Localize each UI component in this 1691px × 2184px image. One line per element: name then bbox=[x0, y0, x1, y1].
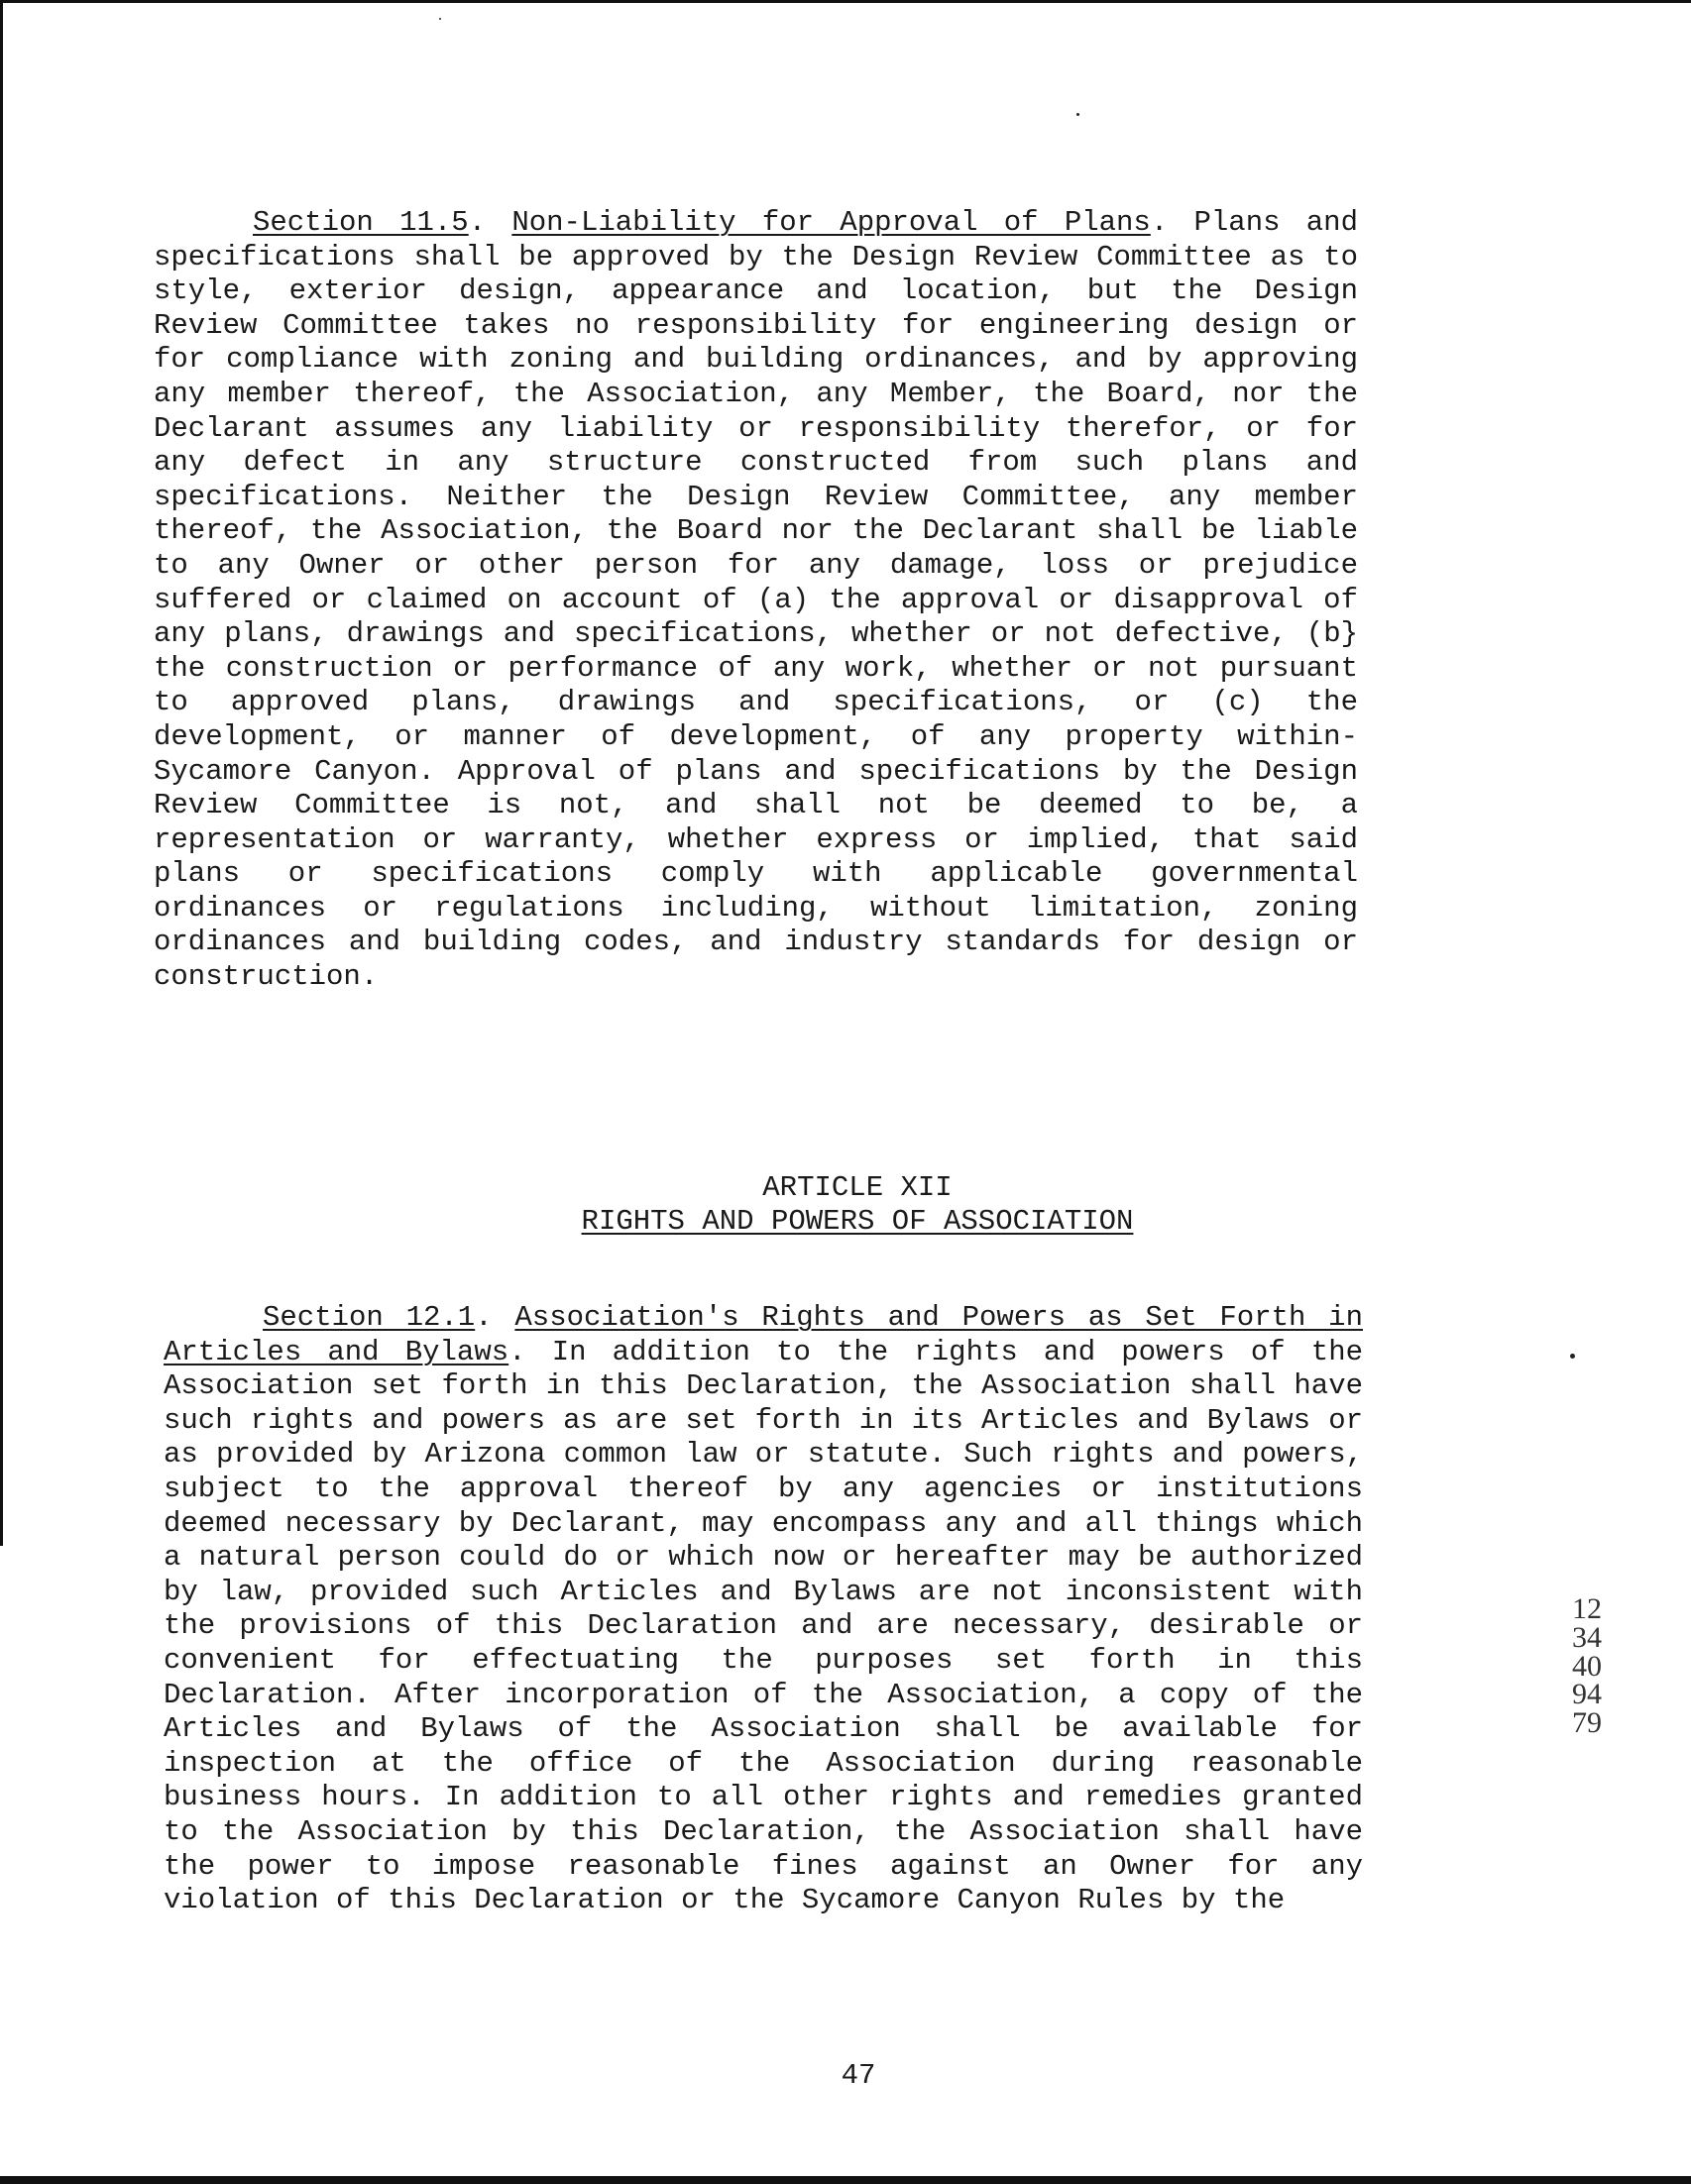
scan-border-bottom bbox=[0, 2176, 1691, 2184]
scan-speck bbox=[439, 18, 441, 20]
section-11-5-title: Non-Liability for Approval of Plans bbox=[511, 206, 1151, 239]
article-title: RIGHTS AND POWERS OF ASSOCIATION bbox=[581, 1205, 1134, 1238]
section-12-1-title: Association's Rights and Powers as Set Forth in Articles and Bylaws bbox=[164, 1301, 1363, 1368]
section-12-1-body: In addition to the rights and powers of the Association set forth in this Declaration, the Association shall have such rights and powers as are set forth in its Articles and Bylaws or as provided by Arizona common law or statute. Such rights and powers, subject to the approval thereof by any agencies or institutions deemed necessary by Declarant, may encompass any and all things which a natural person could do or which now or hereafter may be authorized by law, provided such Articles and Bylaws are not inconsistent with the provisions of this Declaration and are necessary, desirable or convenient for effectuating the purposes set forth in this Declaration. After incorporation of the Association, a copy of the Articles and Bylaws of the Association shall be available for inspection at the office of the Association during reasonable business hours. In addition to all other rights and remedies granted to the Association by this Declaration, the Association shall have the power to impose reasonable fines against an Owner for any violation of this Declaration or the Sycamore Canyon Rules by the bbox=[164, 1335, 1364, 1917]
scan-border-top bbox=[0, 0, 1691, 3]
page-number: 47 bbox=[841, 2059, 876, 2092]
scan-speck bbox=[1076, 113, 1079, 116]
scan-speck bbox=[1570, 1354, 1575, 1359]
section-12-1-paragraph: Section 12.1. Association's Rights and Powers as Set Forth in Articles and Bylaws. In addition to the rights and powers of the Association set forth in this Declaration, the Association shall have such rights and powers as are set forth in its Articles and Bylaws or as provided by Arizona common law or statute. Such rights and powers, subject to the approval thereof by any agencies or institutions deemed necessary by Declarant, may encompass any and all things which a natural person could do or which now or hereafter may be authorized by law, provided such Articles and Bylaws are not inconsistent with the provisions of this Declaration and are necessary, desirable or convenient for effectuating the purposes set forth in this Declaration. After incorporation of the Association, a copy of the Articles and Bylaws of the Association shall be available for inspection at the office of the Association during reasonable business hours. In addition to all other rights and remedies granted to the Association by this Declaration, the Association shall have the power to impose reasonable fines against an Owner for any violation of this Declaration or the Sycamore Canyon Rules by the bbox=[164, 1301, 1364, 1917]
section-11-5-paragraph: Section 11.5. Non-Liability for Approval of Plans. Plans and specifications shall be approved by the Design Review Committee as to style, exterior design, appearance and location, but the Design Review Committee takes no responsibility for engineering design or for compliance with zoning and building ordinances, and by approving any member thereof, the Association, any Member, the Board, nor the Declarant assumes any liability or responsibility therefor, or for any defect in any structure constructed from such plans and specifications. Neither the Design Review Committee, any member thereof, the Association, the Board nor the Declarant shall be liable to any Owner or other person for any damage, loss or prejudice suffered or claimed on account of (a) the approval or disapproval of any plans, drawings and specifications, whether or not defective, (b} the construction or performance of any work, whether or not pursuant to approved plans, drawings and specifications, or (c) the development, or manner of development, of any property within-Sycamore Canyon. Approval of plans and specifications by the Design Review Committee is not, and shall not be deemed to be, a representation or warranty, whether express or implied, that said plans or specifications comply with applicable governmental ordinances or regulations including, without limitation, zoning ordinances and building codes, and industry standards for design or construction. bbox=[154, 206, 1358, 994]
section-12-1-number: Section 12.1 bbox=[263, 1301, 476, 1334]
article-label: ARTICLE XII bbox=[762, 1171, 953, 1204]
recording-number: 1234409479 bbox=[1572, 1592, 1602, 1740]
scan-border-left bbox=[0, 0, 3, 1546]
article-title-line bbox=[12, 1205, 1691, 1239]
section-11-5-number: Section 11.5 bbox=[253, 206, 469, 239]
section-11-5-body: Plans and specifications shall be approved by the Design Review Committee as to style, exterior design, appearance and location, but the Design Review Committee takes no responsibility for engineering design or for compliance with zoning and building ordinances, and by approving any member thereof, the Association, any Member, the Board, nor the Declarant assumes any liability or responsibility therefor, or for any defect in any structure constructed from such plans and specifications. Neither the Design Review Committee, any member thereof, the Association, the Board nor the Declarant shall be liable to any Owner or other person for any damage, loss or prejudice suffered or claimed on account of (a) the approval or disapproval of any plans, drawings and specifications, whether or not defective, (b} the construction or performance of any work, whether or not pursuant to approved plans, drawings and specifications, or (c) the development, or manner of development, of any property within-Sycamore Canyon. Approval of plans and specifications by the Design Review Committee is not, and shall not be deemed to be, a representation or warranty, whether express or implied, that said plans or specifications comply with applicable governmental ordinances or regulations including, without limitation, zoning ordinances and building codes, and industry standards for design or construction. bbox=[154, 206, 1358, 994]
